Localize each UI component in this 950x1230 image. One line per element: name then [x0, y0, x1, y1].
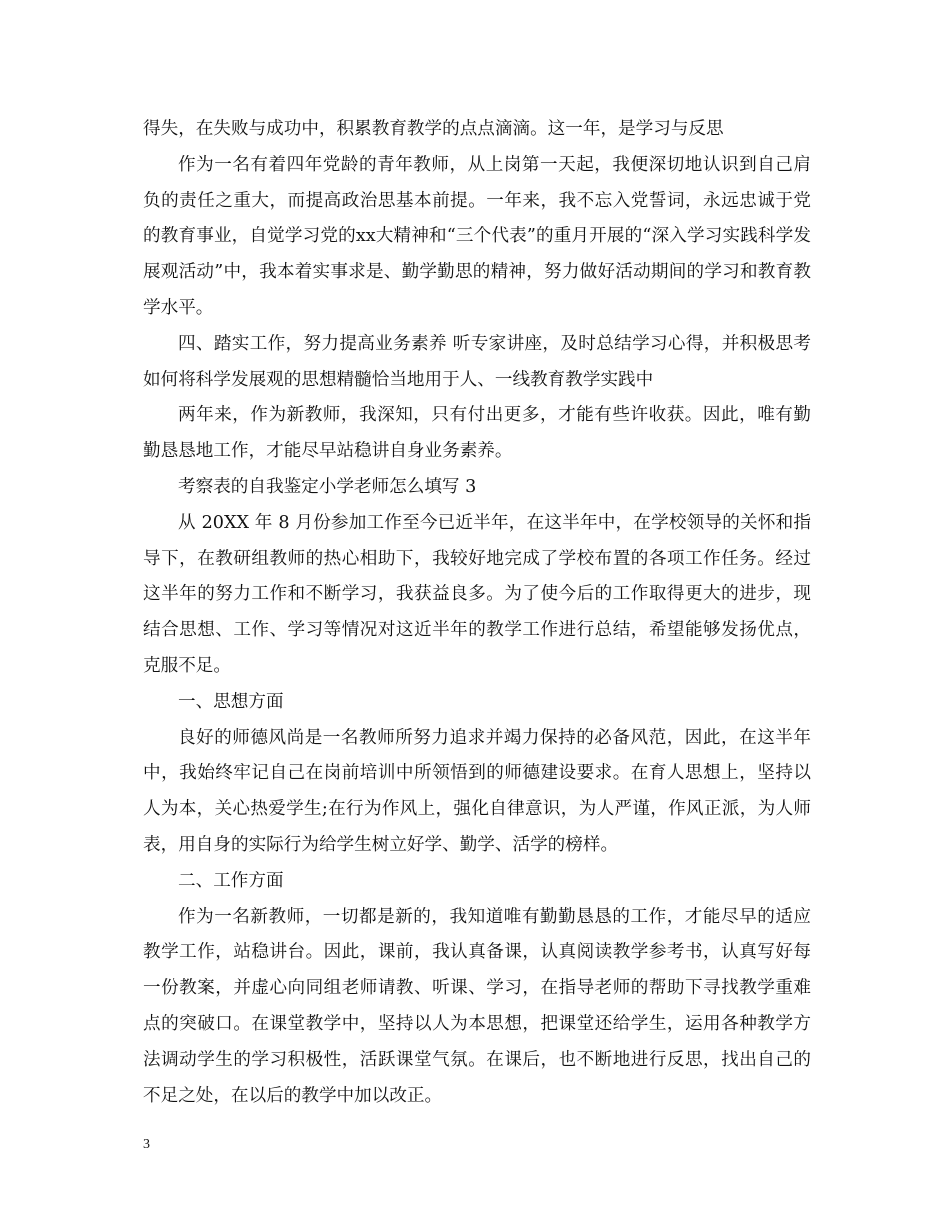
- paragraph-teacher-ethics: 良好的师德风尚是一名教师所努力追求并竭力保持的必备风范，因此，在这半年中，我始终牢记自己在岗前培训中所领悟到的师德建设要求。在育人思想上，坚持以人为本，关心热爱学生;在行为作风上，强化自律意识，为人严谨，作风正派，为人师表，用自身的实际行为给学生树立好学、勤学、活学的榜样。: [143, 727, 811, 855]
- section-title-3: 考察表的自我鉴定小学老师怎么填写 3: [178, 476, 477, 497]
- heading-work: 二、工作方面: [178, 870, 284, 891]
- heading-thought: 一、思想方面: [178, 691, 284, 712]
- paragraph-party-member: 作为一名有着四年党龄的青年教师，从上岗第一天起，我便深切地认识到自己肩负的责任之重大，而提高政治思基本前提。一年来，我不忘入党誓词，永远忠诚于党的教育事业，自觉学习党的xx大精神和“三个代表”的重月开展的“深入学习实践科学发展观活动”中，我本着实事求是、勤学勤思的精神，努力做好活动期间的学习和教育教学水平。: [143, 154, 811, 318]
- paragraph-two-years: 两年来，作为新教师，我深知，只有付出更多，才能有些许收获。因此，唯有勤勤恳恳地工作，才能尽早站稳讲自身业务素养。: [143, 405, 811, 462]
- paragraph-section-four: 四、踏实工作，努力提高业务素养 听专家讲座，及时总结学习心得，并积极思考如何将科学发展观的思想精髓恰当地用于人、一线教育教学实践中: [143, 333, 811, 390]
- page-number: 3: [143, 1137, 150, 1152]
- paragraph-continued: 得失，在失败与成功中，积累教育教学的点点滴滴。这一年，是学习与反思: [143, 119, 724, 139]
- paragraph-half-year-intro: 从 20XX 年 8 月份参加工作至今已近半年，在这半年中，在学校领导的关怀和指导下，在教研组教师的热心相助下，我较好地完成了学校布置的各项工作任务。经过这半年的努力工作和不断学习，我获益良多。为了使今后的工作取得更大的进步，现结合思想、工作、学习等情况对这近半年的教学工作进行总结，希望能够发扬优点，克服不足。: [143, 512, 811, 676]
- document-body: [143, 112, 811, 1114]
- paragraph-new-teacher-work: 作为一名新教师，一切都是新的，我知道唯有勤勤恳恳的工作，才能尽早的适应教学工作，站稳讲台。因此，课前，我认真备课，认真阅读教学参考书，认真写好每一份教案，并虚心向同组老师请教、听课、学习，在指导老师的帮助下寻找教学重难点的突破口。在课堂教学中，坚持以人为本思想，把课堂还给学生，运用各种教学方法调动学生的学习积极性，活跃课堂气氛。在课后，也不断地进行反思，找出自己的不足之处，在以后的教学中加以改正。: [143, 906, 811, 1106]
